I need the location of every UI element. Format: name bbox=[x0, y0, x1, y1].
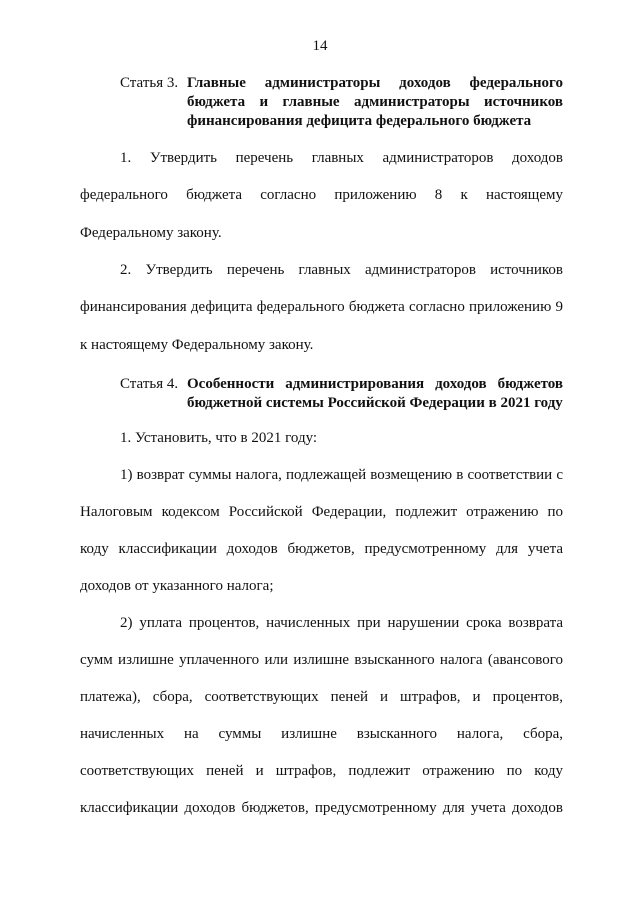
body-line: сумм излишне уплаченного или излишне взысканного налога (авансового bbox=[80, 652, 563, 668]
article-4-heading bbox=[120, 375, 563, 415]
article-4-title-line: Особенности администрирования доходов бюджетов bbox=[187, 376, 563, 392]
body-line: соответствующих пеней и штрафов, подлежит отражению по коду bbox=[80, 763, 563, 779]
article-3-title bbox=[187, 74, 563, 131]
page-number: 14 bbox=[312, 38, 328, 54]
body-line: Федеральному закону. bbox=[80, 225, 222, 241]
article-3-title-line: бюджета и главные администраторы источников bbox=[187, 94, 563, 110]
body-line: 1. Установить, что в 2021 году: bbox=[120, 430, 318, 446]
body-line: начисленных на суммы излишне взысканного налога, сбора, bbox=[80, 726, 563, 742]
article-3-title-line: Главные администраторы доходов федерального bbox=[187, 75, 563, 91]
body-line: к настоящему Федеральному закону. bbox=[80, 337, 314, 353]
body-line: 1) возврат суммы налога, подлежащей возмещению в соответствии с bbox=[120, 467, 563, 483]
body-line: финансирования дефицита федерального бюджета согласно приложению 9 bbox=[80, 299, 563, 315]
body-line: платежа), сбора, соответствующих пеней и штрафов, и процентов, bbox=[80, 689, 563, 705]
body-line: 1. Утвердить перечень главных администраторов доходов bbox=[120, 150, 563, 166]
article-3-heading bbox=[120, 74, 563, 134]
body-line: 2) уплата процентов, начисленных при нарушении срока возврата bbox=[120, 615, 563, 631]
body-line: классификации доходов бюджетов, предусмотренному для учета доходов bbox=[80, 800, 563, 816]
article-3-title-line: финансирования дефицита федерального бюджета bbox=[187, 113, 532, 129]
article-4-title bbox=[187, 375, 563, 413]
article-3-number: Статья 3. bbox=[120, 75, 179, 91]
body-line: коду классификации доходов бюджетов, предусмотренному для учета bbox=[80, 541, 563, 557]
body-line: 2. Утвердить перечень главных администраторов источников bbox=[120, 262, 563, 278]
article-4-title-line: бюджетной системы Российской Федерации в 2021 году bbox=[187, 395, 563, 411]
body-line: федерального бюджета согласно приложению 8 к настоящему bbox=[80, 187, 563, 203]
article-4-number: Статья 4. bbox=[120, 376, 179, 392]
body-line: доходов от указанного налога; bbox=[80, 578, 274, 594]
body-line: Налоговым кодексом Российской Федерации, подлежит отражению по bbox=[80, 504, 563, 520]
